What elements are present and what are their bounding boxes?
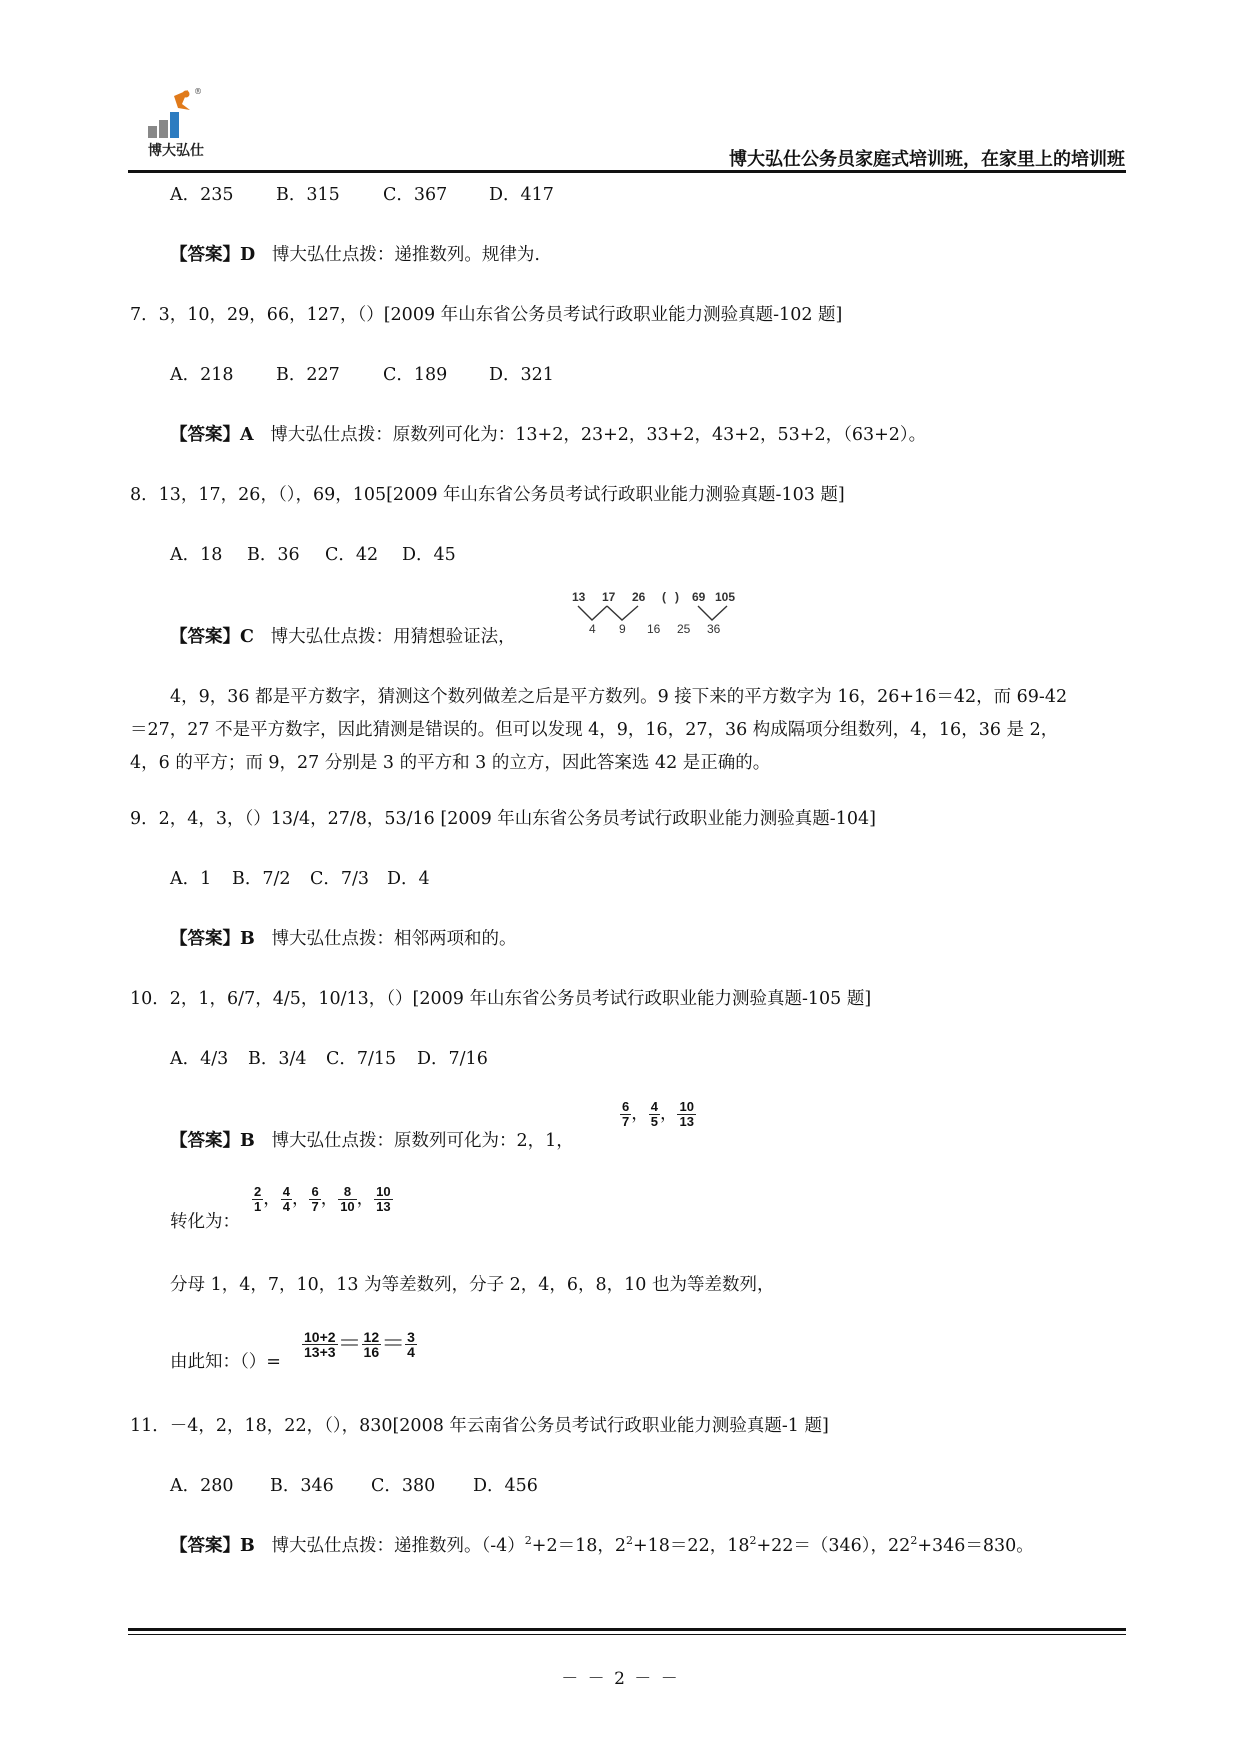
q9-stem: 9．2，4，3，（）13/4，27/8，53/16 [2009 年山东省公务员考试行政职业能力测验真题-104] — [130, 809, 876, 829]
fig-top-4: ) — [675, 590, 679, 604]
fig-top-0: 13 — [572, 590, 586, 604]
option-d: D．4 — [387, 869, 430, 889]
fraction: $\frac{4}{4}$ — [282, 1184, 290, 1214]
fig-bottom-0: 4 — [589, 622, 596, 636]
option-b: B．346 — [270, 1476, 334, 1496]
option-c: C．7/3 — [310, 869, 370, 889]
q10-conclusion: $\frac{10+2}{13+3}$ ＝ $\frac{12}{16}$ ＝ $\frac{3}{4}$ — [304, 1329, 415, 1360]
q8-answer — [170, 623, 516, 648]
fig-bottom-2: 16 — [647, 622, 661, 636]
difference-arrows-icon — [572, 604, 752, 624]
fraction: $\frac{3}{4}$ — [407, 1329, 415, 1360]
answer-key: 【答案】D — [170, 245, 256, 265]
header-slogan: 博大弘仕公务员家庭式培训班，在家里上的培训班 — [729, 149, 1125, 170]
q7-answer — [170, 421, 926, 446]
fraction: $\frac{2}{1}$ — [254, 1184, 262, 1214]
option-a: A．235 — [170, 185, 234, 205]
answer-key: 【答案】B — [170, 1131, 255, 1151]
option-b: B．3/4 — [248, 1049, 307, 1069]
q6-answer — [170, 241, 540, 266]
answer-explain: 博大弘仕点拨：原数列可化为：13+2，23+2，33+2，43+2，53+2，（63+2）。 — [270, 425, 927, 445]
fig-bottom-4: 36 — [707, 622, 721, 636]
option-d: D．456 — [473, 1476, 538, 1496]
q10-answer — [170, 1127, 574, 1152]
q10-stem: 10．2，1，6/7，4/5，10/13，（）[2009 年山东省公务员考试行政职业能力测验真题-105 题] — [130, 989, 872, 1009]
answer-explain: 博大弘仕点拨：相邻两项和的。 — [271, 929, 517, 949]
answer-explain: 博大弘仕点拨：原数列可化为：2，1， — [271, 1131, 574, 1151]
fig-top-2: 26 — [632, 590, 646, 604]
option-c: C．189 — [383, 365, 448, 385]
q11-answer — [170, 1532, 1034, 1557]
convert-label: 转化为： — [170, 1212, 240, 1232]
fig-top-6: 105 — [715, 590, 736, 604]
q11-options — [170, 1472, 538, 1497]
fraction: $\frac{10}{13}$ — [679, 1099, 694, 1129]
fig-bottom-3: 25 — [677, 622, 691, 636]
q10-note: 分母 1，4，7，10，13 为等差数列，分子 2，4，6，8，10 也为等差数列， — [170, 1275, 775, 1295]
option-d: D．7/16 — [417, 1049, 488, 1069]
q8-para-line3: 4，6 的平方；而 9，27 分别是 3 的平方和 3 的立方，因此答案选 42 是正确的。 — [130, 753, 771, 773]
q8-para-line1: 4，9，36 都是平方数字，猜测这个数列做差之后是平方数列。9 接下来的平方数字为 16，26+16＝42，而 69-42 — [170, 687, 1068, 707]
option-c: C．7/15 — [326, 1049, 397, 1069]
footer-rule — [128, 1628, 1126, 1631]
option-a: A．4/3 — [170, 1049, 229, 1069]
fraction: $\frac{10+2}{13+3}$ — [304, 1329, 336, 1360]
q9-answer — [170, 925, 517, 950]
conclusion-label: 由此知：（）= — [170, 1352, 281, 1372]
option-a: A．280 — [170, 1476, 234, 1496]
fig-top-5: 69 — [692, 590, 706, 604]
fraction: $\frac{8}{10}$ — [340, 1184, 355, 1214]
answer-key: 【答案】C — [170, 627, 254, 647]
option-b: B．227 — [276, 365, 340, 385]
option-b: B．7/2 — [232, 869, 291, 889]
fraction: $\frac{6}{7}$ — [622, 1099, 630, 1129]
q9-options — [170, 865, 430, 890]
option-a: A．218 — [170, 365, 234, 385]
option-d: D．45 — [402, 545, 456, 565]
header-rule — [128, 170, 1126, 173]
option-c: C．380 — [371, 1476, 436, 1496]
q8-stem: 8．13，17，26，（），69，105[2009 年山东省公务员考试行政职业能力测验真题-103 题] — [130, 485, 845, 505]
logo-text: 博大弘仕 — [148, 143, 204, 159]
fraction: $\frac{6}{7}$ — [311, 1184, 319, 1214]
q10-options — [170, 1045, 488, 1070]
answer-explain: 博大弘仕点拨：递推数列。规律为. — [271, 245, 540, 265]
option-a: A．1 — [170, 869, 212, 889]
q7-stem: 7．3，10，29，66，127，（）[2009 年山东省公务员考试行政职业能力测验真题-102 题] — [130, 305, 843, 325]
fraction: $\frac{10}{13}$ — [376, 1184, 391, 1214]
page-number: － － 2 － － — [561, 1669, 680, 1689]
fig-bottom-1: 9 — [619, 622, 626, 636]
answer-key: 【答案】B — [170, 1536, 255, 1556]
footer-rule-thin — [128, 1634, 1126, 1635]
fig-top-3: ( — [662, 590, 666, 604]
option-b: B．36 — [247, 545, 300, 565]
q7-options — [170, 361, 554, 386]
svg-text:®: ® — [194, 88, 202, 96]
q8-para-line2: ＝27，27 不是平方数字，因此猜测是错误的。但可以发现 4，9，16，27，36 构成隔项分组数列，4，16，36 是 2， — [130, 720, 1059, 740]
q8-options — [170, 541, 456, 566]
fig-top-1: 17 — [602, 590, 616, 604]
option-a: A．18 — [170, 545, 223, 565]
answer-key: 【答案】B — [170, 929, 255, 949]
fraction: $\frac{4}{5}$ — [650, 1099, 658, 1129]
option-c: C．367 — [383, 185, 448, 205]
difference-figure — [572, 590, 752, 640]
option-c: C．42 — [325, 545, 379, 565]
option-d: D．417 — [489, 185, 554, 205]
q11-stem: 11．－4，2，18，22，（），830[2008 年云南省公务员考试行政职业能力测验真题-1 题] — [130, 1416, 829, 1436]
option-d: D．321 — [489, 365, 554, 385]
option-b: B．315 — [276, 185, 340, 205]
fraction: $\frac{12}{16}$ — [363, 1329, 380, 1360]
answer-explain: 博大弘仕点拨：递推数列。$(-4)^2+2=18$，$2^2+18=22$，$18^2+22=(346)$，$22^2+346=830$。 — [271, 1534, 1034, 1556]
answer-key: 【答案】A — [170, 425, 254, 445]
q10-fracs1: $\frac{6}{7}$ ， $\frac{4}{5}$ ， $\frac{10}{13}$ — [622, 1099, 694, 1129]
q6-options — [170, 181, 554, 206]
q10-fracs2: $\frac{2}{1}$ ， $\frac{4}{4}$ ， $\frac{6}{7}$ ， $\frac{8}{10}$ ， $\frac{10}{13}$ — [254, 1184, 391, 1214]
answer-explain: 博大弘仕点拨：用猜想验证法， — [270, 627, 516, 647]
